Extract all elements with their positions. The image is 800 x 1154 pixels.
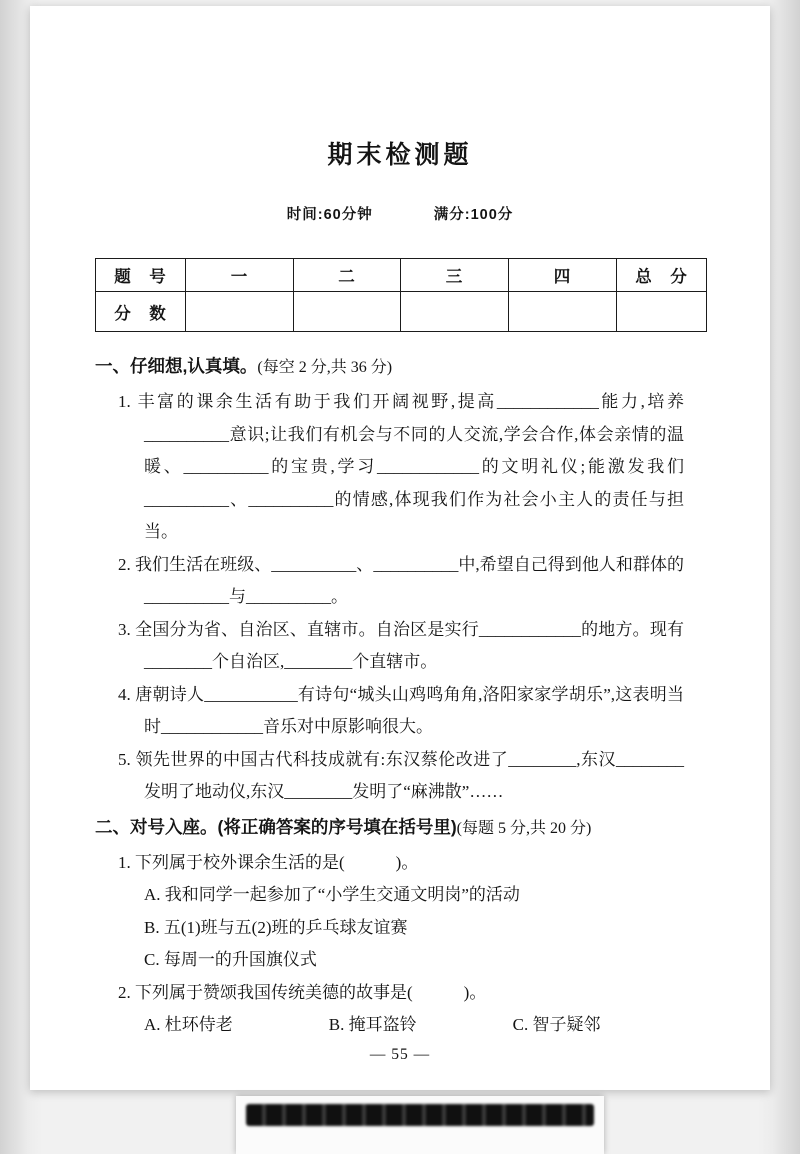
s1-question-5: 5. 领先世界的中国古代科技成就有:东汉蔡伦改进了________,东汉________发明了地动仪,东汉________发明了“麻沸散”……	[118, 749, 684, 801]
s2-q1-option-b: B. 五(1)班与五(2)班的乒乓球友谊赛	[144, 917, 408, 937]
column-one-label: 一	[186, 259, 294, 292]
s2-q2-option-a: A. 杜环侍老	[144, 1015, 233, 1034]
score-cell	[401, 292, 509, 332]
column-four-label: 四	[509, 259, 617, 292]
page-title: 期末检测题	[327, 141, 473, 169]
column-three-label: 三	[401, 259, 509, 292]
full-score-label: 满分:100分	[433, 207, 514, 223]
s2-question-1: 1. 下列属于校外课余生活的是( )。	[118, 852, 419, 872]
score-table-score-row	[96, 292, 707, 332]
score-cell	[617, 292, 707, 332]
section-one-heading-main: 一、仔细想,认真填。	[95, 356, 258, 376]
section-one-heading-note: (每空 2 分,共 36 分)	[257, 359, 393, 376]
s2-q1-option-a: A. 我和同学一起参加了“小学生交通文明岗”的活动	[144, 885, 520, 904]
section-multiple-choice	[95, 815, 712, 1042]
score-cell	[186, 292, 294, 332]
s1-question-4: 4. 唐朝诗人___________有诗句“城头山鸡鸣角角,洛阳家家学胡乐”,这表明当时____________音乐对中原影响很大。	[118, 684, 684, 736]
s2-q2-option-c: C. 智子疑邻	[512, 1015, 601, 1034]
column-two-label: 二	[294, 259, 401, 292]
s1-question-1: 1. 丰富的课余生活有助于我们开阔视野,提高____________能力,培养__________意识;让我们有机会与不同的人交流,学会合作,体会亲情的温暖、__________的宝贵,学习____________的文明礼仪;能激发我们__________、__________的情感,体现我们作为社会小主人的责任与担当。	[118, 392, 684, 541]
section-two-heading	[95, 815, 712, 841]
print-artifact	[246, 1104, 594, 1126]
section-one-heading	[95, 354, 712, 380]
section-fill-in-blanks	[95, 354, 712, 809]
section-two-heading-note: (每题 5 分,共 20 分)	[456, 819, 592, 837]
exam-sheet	[30, 6, 770, 1090]
score-cell	[294, 292, 401, 332]
time-limit-label: 时间:60分钟	[286, 207, 373, 223]
s2-q2-option-b: B. 掩耳盗铃	[328, 1015, 417, 1034]
score-row-label: 分 数	[96, 292, 186, 332]
total-score-label: 总 分	[617, 259, 707, 292]
s2-q2-options-row	[144, 1009, 712, 1042]
exam-meta	[30, 206, 770, 224]
s1-question-3: 3. 全国分为省、自治区、直辖市。自治区是实行____________的地方。现有________个自治区,________个直辖市。	[118, 619, 684, 671]
s1-question-2: 2. 我们生活在班级、__________、__________中,希望自己得到他人和群体的__________与__________。	[118, 554, 684, 606]
score-cell	[509, 292, 617, 332]
s2-q1-option-c: C. 每周一的升国旗仪式	[144, 950, 317, 969]
section-two-heading-main: 二、对号入座。(将正确答案的序号填在括号里)	[95, 816, 457, 837]
score-table-header-row	[96, 259, 707, 292]
question-number-label: 题 号	[96, 259, 186, 292]
next-page-peek	[236, 1096, 604, 1154]
s2-question-2: 2. 下列属于赞颂我国传统美德的故事是( )。	[118, 982, 487, 1002]
score-table	[95, 258, 707, 332]
page-number: — 55 —	[369, 1045, 431, 1063]
